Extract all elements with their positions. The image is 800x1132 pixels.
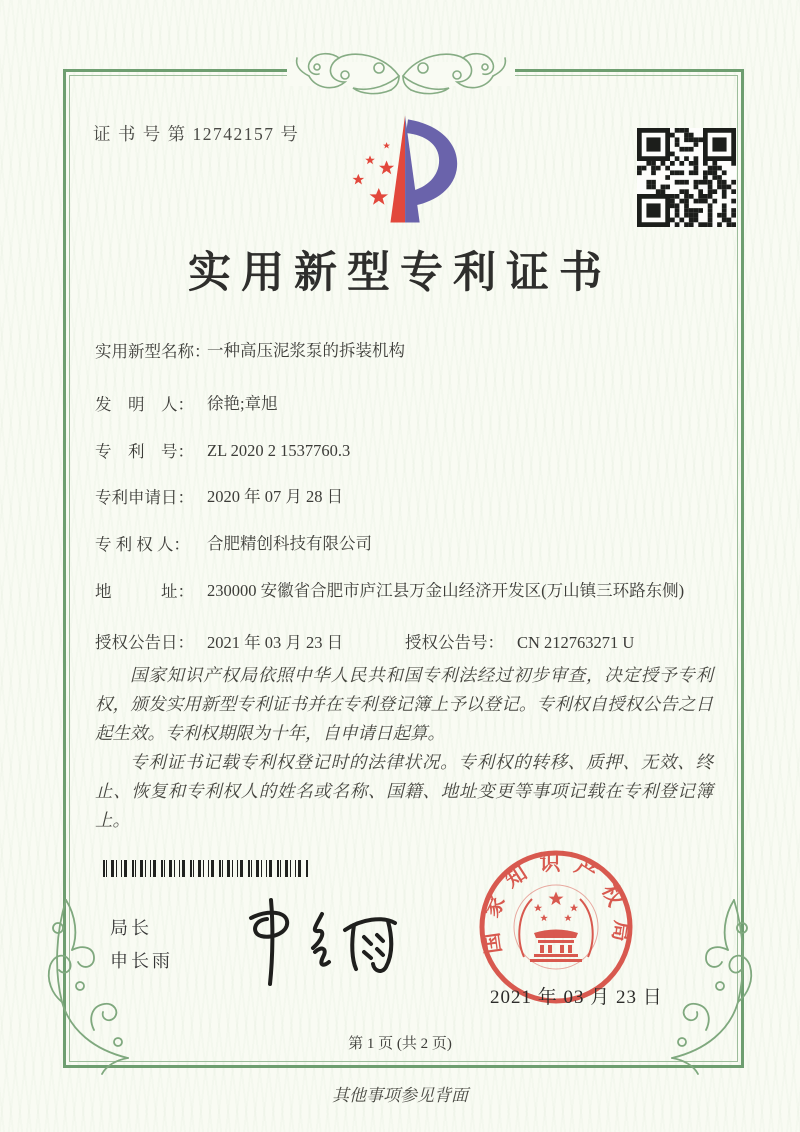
- svg-text:国家知识产权局: [477, 851, 634, 955]
- back-note: 其他事项参见背面: [332, 1086, 468, 1106]
- legal-paragraph: 专利证书记载专利权登记时的法律状况。专利权的转移、质押、无效、终止、恢复和专利权人的姓名或名称、国籍、地址变更等事项记载在专利登记簿上。: [95, 753, 713, 831]
- qr-code-icon: [637, 128, 736, 227]
- barcode-icon: [103, 860, 309, 877]
- field-value: 一种高压泥浆泵的拆装机构: [207, 341, 405, 360]
- field-value: ZL 2020 2 1537760.3: [207, 441, 351, 460]
- field-label: 地 址：: [95, 582, 194, 601]
- certificate-title: 实用新型专利证书: [188, 250, 612, 297]
- field-value: 230000 安徽省合肥市庐江县万金山经济开发区(万山镇三环路东侧): [207, 581, 685, 600]
- legal-text: [95, 662, 713, 836]
- field-label: 专利申请日：: [95, 488, 194, 507]
- grant-number-value: CN 212763271 U: [517, 633, 635, 652]
- grant-date-value: 2021 年 03 月 23 日: [207, 633, 344, 652]
- page-indicator: 第 1 页 (共 2 页): [348, 1036, 452, 1052]
- top-ornament-icon: [287, 42, 515, 100]
- certificate-number: 证 书 号 第 12742157 号: [93, 124, 300, 144]
- grant-number-label: 授权公告号：: [405, 633, 504, 652]
- field-value: 2020 年 07 月 28 日: [207, 487, 344, 506]
- grant-date-label: 授权公告日：: [95, 633, 194, 652]
- signatory-name: 申长雨: [110, 951, 173, 971]
- field-value: 合肥精创科技有限公司: [207, 534, 372, 553]
- field-label: 发 明 人：: [95, 395, 194, 414]
- legal-paragraph: 国家知识产权局依照中华人民共和国专利法经过初步审查，决定授予专利权，颁发实用新型专利证书并在专利登记簿上予以登记。专利权自授权公告之日起生效。专利权期限为十年，自申请日起算。: [95, 666, 713, 744]
- field-value: 徐艳;章旭: [207, 394, 278, 413]
- field-label: 实用新型名称：: [95, 342, 211, 361]
- field-label: 专 利 权 人：: [95, 535, 190, 554]
- signatory-title: 局长: [110, 918, 152, 938]
- seal-date: 2021 年 03 月 23 日: [490, 987, 663, 1008]
- field-label: 专 利 号：: [95, 442, 194, 461]
- seal-ring-text: 国家知识产权局: [477, 850, 635, 956]
- cnipa-logo-icon: [334, 109, 480, 231]
- signature-icon: [225, 896, 413, 990]
